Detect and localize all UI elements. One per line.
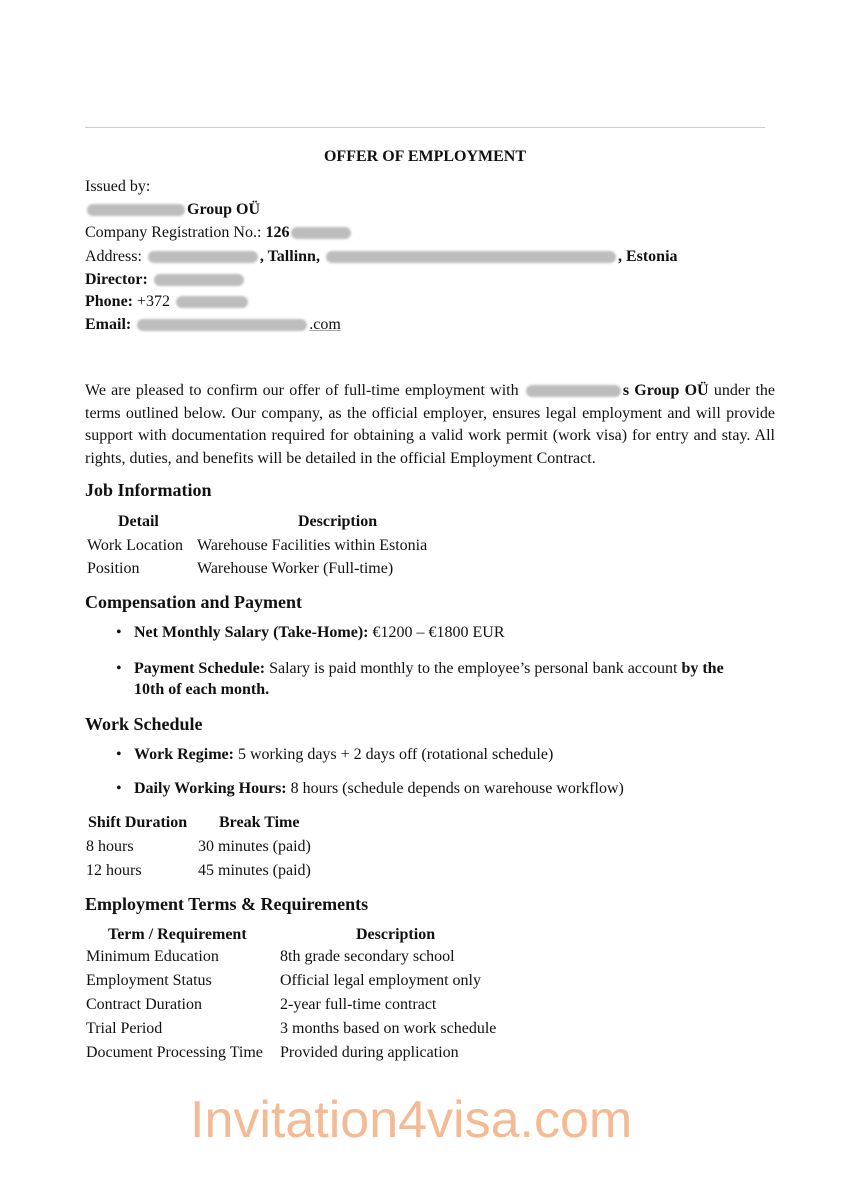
redaction	[137, 319, 307, 331]
table-cell: Trial Period	[86, 1020, 163, 1037]
issued-by-label: Issued by:	[85, 178, 151, 195]
table-cell: Employment Status	[86, 972, 212, 989]
schedule-heading: Work Schedule	[85, 714, 203, 734]
list-item: • Work Regime: 5 working days + 2 days off (rotational schedule)	[134, 745, 553, 765]
table-cell: 30 minutes (paid)	[198, 838, 311, 855]
table-header: Shift Duration	[88, 814, 188, 831]
table-cell: Position	[87, 560, 140, 577]
intro-paragraph: We are pleased to confirm our offer of full-time employment with s Group OÜ under the terms outlined below. Our company, as the official employer, ensures legal employment and will provide support with documentation required for obtaining a valid work permit (work visa) for entry and stay. All rights, duties, and benefits will be detailed in the official Employment Contract.	[85, 382, 776, 467]
terms-heading: Employment Terms & Requirements	[85, 894, 369, 914]
table-header: Detail	[118, 513, 159, 530]
list-item-continuation: 10th of each month.	[134, 681, 270, 698]
redaction	[87, 204, 185, 216]
table-header: Description	[298, 513, 378, 530]
table-cell: 12 hours	[86, 862, 142, 879]
email-line: Email: .com	[85, 316, 341, 333]
table-cell: 2-year full-time contract	[280, 996, 437, 1013]
redaction	[526, 385, 621, 397]
table-cell: Contract Duration	[86, 996, 202, 1013]
document-title: OFFER OF EMPLOYMENT	[323, 148, 527, 165]
table-cell: 45 minutes (paid)	[198, 862, 311, 879]
director-line: Director:	[85, 270, 246, 290]
email-link[interactable]: .com	[309, 316, 341, 333]
company-name: Group OÜ	[85, 200, 260, 220]
redaction	[326, 251, 616, 263]
table-header: Term / Requirement	[108, 926, 247, 943]
job-heading: Job Information	[85, 480, 212, 500]
redaction	[176, 296, 248, 308]
table-header: Break Time	[219, 814, 300, 831]
phone-line: Phone: +372	[85, 292, 250, 312]
table-cell: Official legal employment only	[280, 972, 481, 989]
top-divider	[85, 127, 765, 128]
table-cell: 3 months based on work schedule	[280, 1020, 497, 1037]
watermark: Invitation4visa.com	[190, 1091, 633, 1149]
list-item: • Daily Working Hours: 8 hours (schedule depends on warehouse workflow)	[134, 779, 624, 799]
list-item: • Payment Schedule: Salary is paid monthly to the employee’s personal bank account by the	[134, 659, 724, 679]
list-item: • Net Monthly Salary (Take-Home): €1200 – €1800 EUR	[134, 623, 505, 643]
table-cell: Warehouse Worker (Full-time)	[197, 560, 394, 577]
table-cell: Warehouse Facilities within Estonia	[197, 537, 428, 554]
table-cell: 8 hours	[86, 838, 134, 855]
registration-line: Company Registration No.: 126	[85, 223, 353, 243]
table-cell: Document Processing Time	[86, 1044, 263, 1061]
table-cell: Minimum Education	[86, 948, 219, 965]
table-cell: Provided during application	[280, 1044, 459, 1061]
redaction	[154, 274, 244, 286]
redaction	[291, 227, 351, 239]
redaction	[148, 251, 258, 263]
table-header: Description	[356, 926, 436, 943]
address-line: Address: , Tallinn, , Estonia	[85, 248, 678, 265]
compensation-heading: Compensation and Payment	[85, 592, 303, 612]
table-cell: Work Location	[87, 537, 184, 554]
table-cell: 8th grade secondary school	[280, 948, 455, 965]
